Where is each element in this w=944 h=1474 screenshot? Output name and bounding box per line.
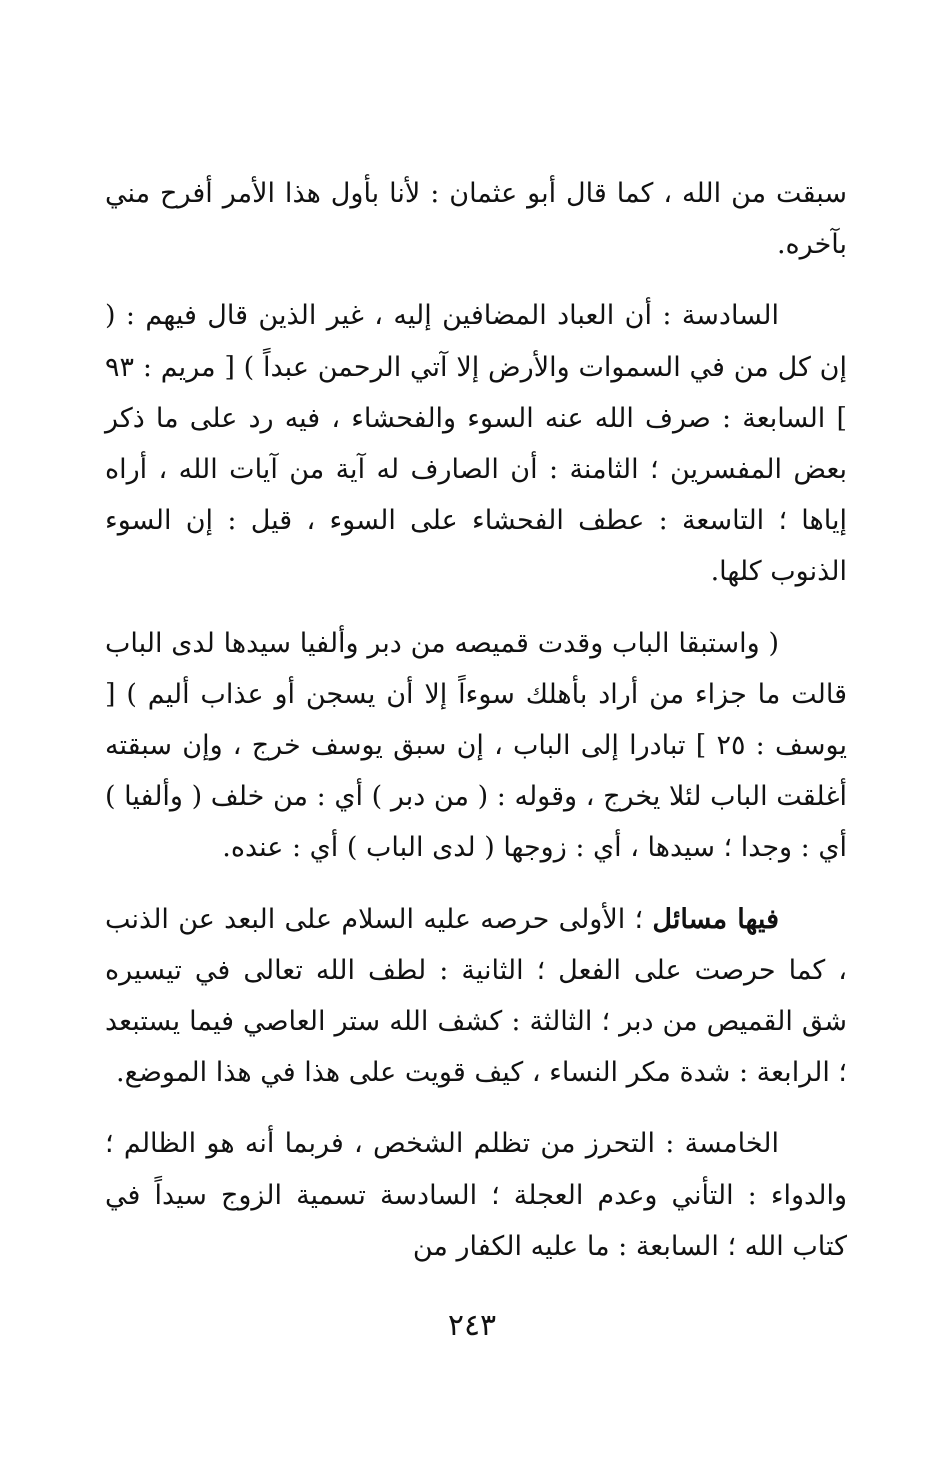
- paragraph-3: [105, 618, 847, 874]
- paragraph-1: [105, 168, 847, 270]
- paragraph-5: [105, 1118, 847, 1272]
- paragraph-4: [105, 894, 847, 1099]
- paragraph-4-lead: فيها مسائل: [652, 903, 779, 935]
- page-number: ٢٤٣: [447, 1308, 497, 1343]
- paragraph-4-text: ؛ الأولى حرصه عليه السلام على البعد عن الذنب ، كما حرصت على الفعل ؛ الثانية : لطف الله تعالى في تيسيره شق القميص من دبر ؛ الثالثة : كشف الله ستر العاصي فيما يستبعد ؛ الرابعة : شدة مكر النساء ، كيف قويت على هذا في هذا الموضع.: [105, 903, 847, 1089]
- paragraph-2: [105, 290, 847, 597]
- paragraph-1-text: سبقت من الله ، كما قال أبو عثمان : لأنا بأول هذا الأمر أفرح مني بآخره.: [105, 178, 847, 261]
- paragraph-3-text: ( واستبقا الباب وقدت قميصه من دبر وألفيا سيدها لدى الباب قالت ما جزاء من أراد بأهلك سوءاً إلا أن يسجن أو عذاب أليم ) [ يوسف : ٢٥ ] تبادرا إلى الباب ، إن سبق يوسف خرج ، وإن سبقته أغلقت الباب لئلا يخرج ، وقوله : ( من دبر ) أي : من خلف ( وألفيا ) أي : وجدا ؛ سيدها ، أي : زوجها ( لدى الباب ) أي : عنده.: [105, 627, 848, 864]
- page-body: [105, 168, 847, 1292]
- paragraph-5-text: الخامسة : التحرز من تظلم الشخص ، فربما أنه هو الظالم ؛ والدواء : التأني وعدم العجلة ؛ السادسة تسمية الزوج سيداً في كتاب الله ؛ السابعة : ما عليه الكفار من: [105, 1128, 847, 1262]
- paragraph-2-text: السادسة : أن العباد المضافين إليه ، غير الذين قال فيهم : ( إن كل من في السموات والأرض إلا آتي الرحمن عبداً ) [ مريم : ٩٣ ] السابعة : صرف الله عنه السوء والفحشاء ، فيه رد على ما ذكر بعض المفسرين ؛ الثامنة : أن الصارف له آية من آيات الله ، أراه إياها ؛ التاسعة : عطف الفحشاء على السوء ، قيل : إن السوء الذنوب كلها.: [105, 300, 847, 588]
